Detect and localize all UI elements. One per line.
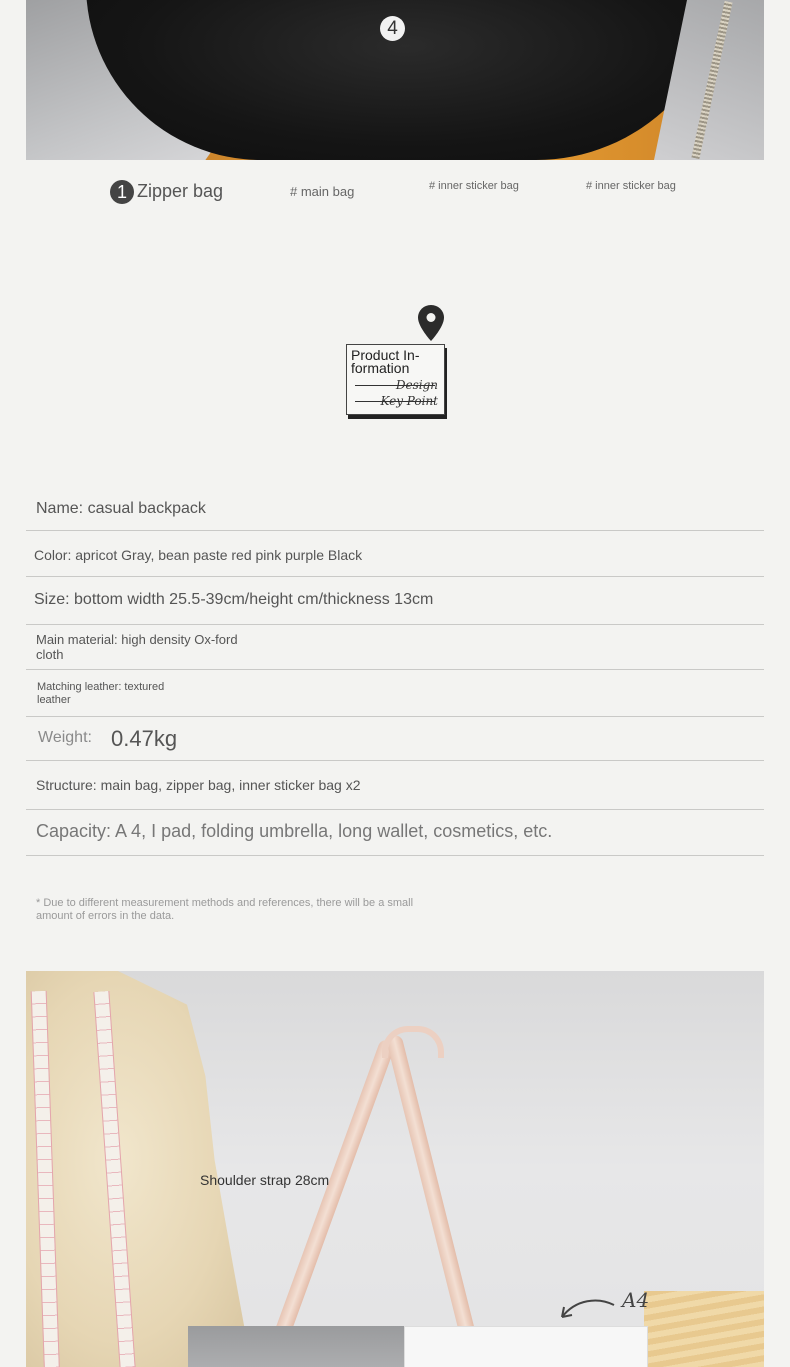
spec-row-material — [26, 625, 764, 670]
shoulder-strap — [386, 1034, 479, 1348]
shoulder-strap — [272, 1038, 396, 1344]
spec-weight-label: Weight: — [38, 729, 92, 746]
bag-black-lining — [86, 0, 726, 160]
spec-row-color — [26, 531, 764, 577]
design-subtitle: Design — [395, 378, 438, 392]
wooden-prop — [644, 1291, 764, 1367]
spec-capacity-text: Capacity: A 4, I pad, folding umbrella, long wallet, cosmetics, etc. — [36, 821, 553, 841]
photo-number-badge: 4 — [380, 16, 405, 41]
spec-row-capacity — [26, 810, 764, 856]
product-information-title: Product In-formation — [351, 347, 420, 376]
key-point-subtitle: Key Point — [380, 394, 438, 408]
tote-bag-size-photo — [26, 971, 764, 1367]
arrow-icon — [558, 1293, 618, 1323]
spec-material-text: Main material: high density Ox-ford cloth — [36, 632, 238, 662]
mannequin — [26, 971, 256, 1367]
spec-weight-value: 0.47kg — [111, 726, 178, 751]
spec-name-text: Name: casual backpack — [36, 500, 206, 517]
component-number-badge: 1 — [110, 180, 134, 204]
spec-row-leather — [26, 670, 764, 717]
inner-sticker-bag-label-1: # inner sticker bag — [429, 180, 519, 192]
strap-top-curve — [382, 1026, 444, 1058]
a4-label: A4 — [622, 1288, 650, 1312]
location-pin-icon — [418, 305, 444, 341]
measurement-disclaimer: * Due to different measurement methods and references, there will be a small amount of errors in the data. — [36, 897, 414, 922]
spec-structure-text: Structure: main bag, zipper bag, inner sticker bag x2 — [36, 777, 361, 793]
spec-row-weight — [26, 717, 764, 761]
product-information-badge — [346, 344, 445, 415]
shoulder-strap-label: Shoulder strap 28cm — [200, 1172, 330, 1188]
spec-row-size — [26, 577, 764, 625]
spec-leather-text: Matching leather: textured leather — [37, 681, 165, 706]
main-bag-label: # main bag — [290, 184, 355, 199]
spec-size-text: Size: bottom width 25.5-39cm/height cm/thickness 13cm — [34, 591, 434, 608]
inner-sticker-bag-label-2: # inner sticker bag — [586, 180, 676, 192]
a4-paper — [404, 1326, 648, 1367]
spec-color-text: Color: apricot Gray, bean paste red pink purple Black — [34, 547, 363, 563]
spec-row-name — [26, 490, 764, 531]
spec-row-structure — [26, 761, 764, 810]
zipper-bag-label: Zipper bag — [137, 181, 224, 201]
